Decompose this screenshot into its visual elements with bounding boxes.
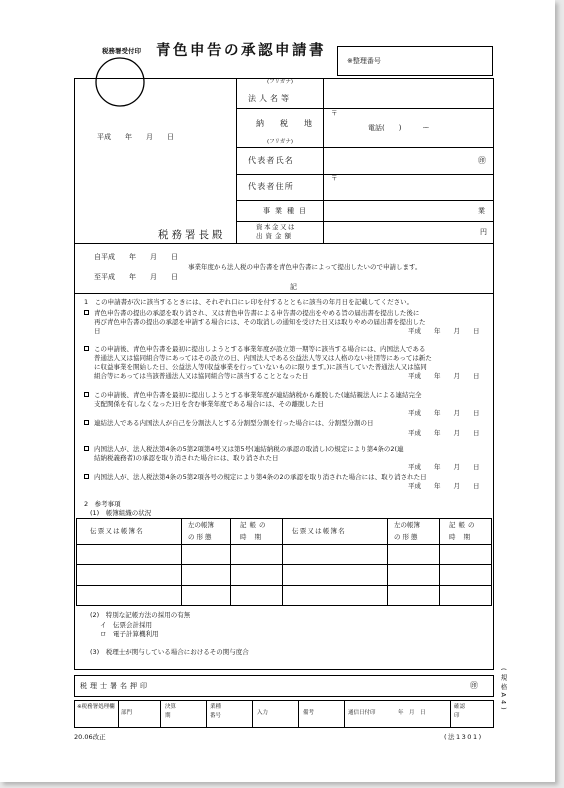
- furigana-2: (フリガナ): [267, 139, 294, 145]
- item-1-heading: 1 この申請書が次に該当するときには、それぞれ口にレ印を付するとともに該当の年月日を記載してください。: [84, 298, 414, 306]
- office-col-line: [118, 700, 119, 728]
- sankou-opt1: イ 伝票会計採用: [100, 621, 152, 629]
- office-cell-3: 業種番号: [210, 704, 222, 719]
- nouzeichi-label: 納税地: [256, 119, 328, 128]
- sankou-heading: 2 参考事項: [84, 500, 121, 508]
- office-cell-7: 年 月 日: [398, 710, 426, 716]
- table-header-line: [76, 544, 492, 545]
- office-cell-8: 確認印: [454, 704, 466, 719]
- office-cell-5: 備考: [303, 710, 315, 716]
- stamp-label: 税務署受付印: [102, 47, 141, 55]
- row-line: [236, 174, 494, 175]
- item-e-line1: 内国法人が、法人税法第4条の5第2項第4号又は第5号(連結納税の承認の取消し)の規定により第4条の2(連: [94, 445, 404, 453]
- postal-mark-1: 〒: [331, 109, 338, 117]
- office-cell-4: 入力: [257, 710, 269, 716]
- table-col-line: [282, 518, 283, 606]
- office-cell-6: 通信日付印: [348, 710, 376, 716]
- row-line: [74, 243, 494, 244]
- seal-mark-1: ㊞: [478, 156, 486, 165]
- sankou-sub2: (2) 特別な記帳方法の採用の有無: [90, 611, 191, 619]
- period-text: 事業年度から法人税の申告書を青色申告書によって提出したいので申請します。: [188, 263, 422, 271]
- table-col-line: [387, 518, 388, 606]
- jigyou-label: 事業種目: [263, 207, 311, 215]
- col-time-header-1b: 時期: [240, 533, 269, 541]
- item-c-date: 平成 年 月 日: [408, 409, 480, 417]
- side-label-a4: (規格A4): [499, 668, 508, 713]
- office-col-line: [298, 700, 299, 728]
- right-block-divider: [236, 78, 237, 243]
- item-a-line3: 日: [94, 327, 101, 335]
- office-cell-1: 部門: [121, 710, 133, 716]
- office-col-line: [160, 700, 161, 728]
- row-line: [236, 221, 494, 222]
- col-name-header-2: 伝票又は帳簿名: [292, 527, 346, 535]
- item-d-date: 平成 年 月 日: [408, 429, 480, 437]
- col-name-header-1: 伝票又は帳簿名: [90, 527, 144, 535]
- item-e-date: 平成 年 月 日: [408, 463, 480, 471]
- item-b-line3: に収益事業を開始した日、公益法人等(収益事業を行っていないものに限ります。)に該当していた普通法人又は協同: [94, 363, 427, 371]
- checkbox-d[interactable]: [84, 420, 89, 425]
- office-row: [74, 700, 494, 728]
- item-d-line1: 連結法人である内国法人が自己を分割法人とする分割型分割を行った場合には、分割型分割の日: [94, 419, 374, 427]
- table-col-line: [230, 518, 231, 606]
- checkbox-c[interactable]: [84, 392, 89, 397]
- table-row-line: [76, 564, 492, 565]
- houjinmei-label: 法人名等: [248, 94, 292, 103]
- period-from: 自平成 年 月 日: [94, 253, 178, 261]
- date-left: 平成 年 月 日: [97, 133, 174, 141]
- checkbox-b[interactable]: [84, 346, 89, 351]
- checkbox-e[interactable]: [84, 446, 89, 451]
- en-suffix: 円: [480, 228, 487, 236]
- office-col-line: [206, 700, 207, 728]
- office-col-line: [344, 700, 345, 728]
- col-time-header-2a: 記帳の: [449, 521, 478, 529]
- item-c-line1: この申請後、青色申告書を最初に提出しようとする事業年度が連結納税から離脱した(連結親法人による連結完全: [94, 391, 422, 399]
- row-line: [236, 108, 494, 109]
- office-cell-2: 決算期: [165, 704, 177, 719]
- row-line: [74, 293, 494, 294]
- postal-mark-2: 〒: [331, 174, 338, 182]
- footer-left: 20.06改正: [74, 733, 106, 741]
- tax-office-label: 税務署長殿: [158, 229, 226, 241]
- item-e-line2: 結納税義務者)の承認を取り消された場合には、取り消された日: [94, 454, 279, 462]
- col-form-header-2b: の形態: [394, 533, 420, 541]
- item-f-line1: 内国法人が、法人税法第4条の5第2項各号の規定により第4条の2の承認を取り消された場合には、取り消された日: [94, 473, 427, 481]
- col-form-header-2a: 左の帳簿: [394, 521, 420, 529]
- item-a-date: 平成 年 月 日: [408, 327, 480, 335]
- table-col-line: [439, 518, 440, 606]
- sankou-sub1: (1) 帳簿組織の状況: [90, 509, 152, 517]
- daihyosha-label: 代表者氏名: [248, 156, 294, 165]
- checkbox-f[interactable]: [84, 474, 89, 479]
- item-b-date: 平成 年 月 日: [408, 372, 480, 380]
- col-time-header-1a: 記帳の: [240, 521, 269, 529]
- col-form-header-1b: の形態: [188, 533, 214, 541]
- office-col-line: [252, 700, 253, 728]
- seiri-label: ※整理番号: [347, 57, 381, 65]
- item-b-line4: 組合等にあっては当該普通法人又は協同組合等に該当することとなった日: [94, 372, 309, 380]
- footer-right: (法1301): [444, 733, 483, 741]
- row-line: [236, 200, 494, 201]
- item-c-line2: 支配関係を有しなくなった)日を含む事業年度である場合には、その離脱した日: [94, 400, 325, 408]
- phone-field: 電話( ) ー: [368, 124, 430, 132]
- period-to: 至平成 年 月 日: [94, 273, 178, 281]
- page-title: 青色申告の承認申請書: [156, 43, 326, 59]
- col-time-header-2b: 時期: [449, 533, 478, 541]
- sankou-sub3: (3) 税理士が関与している場合におけるその関与度合: [90, 648, 249, 656]
- table-col-line: [181, 518, 182, 606]
- col-form-header-1a: 左の帳簿: [188, 521, 214, 529]
- office-col-line: [450, 700, 451, 728]
- shihon-label-1: 資本金又は: [256, 223, 296, 231]
- item-b-line1: この申請後、青色申告書を最初に提出しようとする事業年度が設立第一期等に該当する場合には、内国法人である: [94, 345, 426, 353]
- zeirishi-seal: ㊞: [470, 681, 478, 690]
- gyou-suffix: 業: [478, 207, 485, 215]
- ki-mark: 記: [290, 283, 297, 291]
- checkbox-a[interactable]: [84, 310, 89, 315]
- item-a-line1: 青色申告書の提出の承認を取り消され、又は青色申告書による申告書の提出をやめる旨の届出書を提出した後に: [94, 309, 420, 317]
- zeirishi-label: 税理士署名押印: [80, 682, 150, 690]
- item-b-line2: 普通法人又は協同組合等にあってはその設立の日、内国法人である公益法人等又は人格のない社団等にあっては新た: [94, 354, 432, 362]
- label-column-divider: [323, 78, 324, 243]
- office-cell-0: ※税務署処理欄: [77, 704, 115, 710]
- table-row-line: [76, 585, 492, 586]
- row-line: [236, 147, 494, 148]
- item-f-date: 平成 年 月 日: [408, 482, 480, 490]
- item-a-line2: 再び青色申告書の提出の承認を申請する場合には、その取消しの通知を受けた日又は取りやめの届出書を提出した: [94, 318, 426, 326]
- furigana-1: (フリガナ): [267, 79, 294, 85]
- shihon-label-2: 出資金額: [256, 232, 294, 240]
- daihyo-jusho-label: 代表者住所: [248, 182, 294, 191]
- sankou-opt2: ロ 電子計算機利用: [100, 630, 159, 638]
